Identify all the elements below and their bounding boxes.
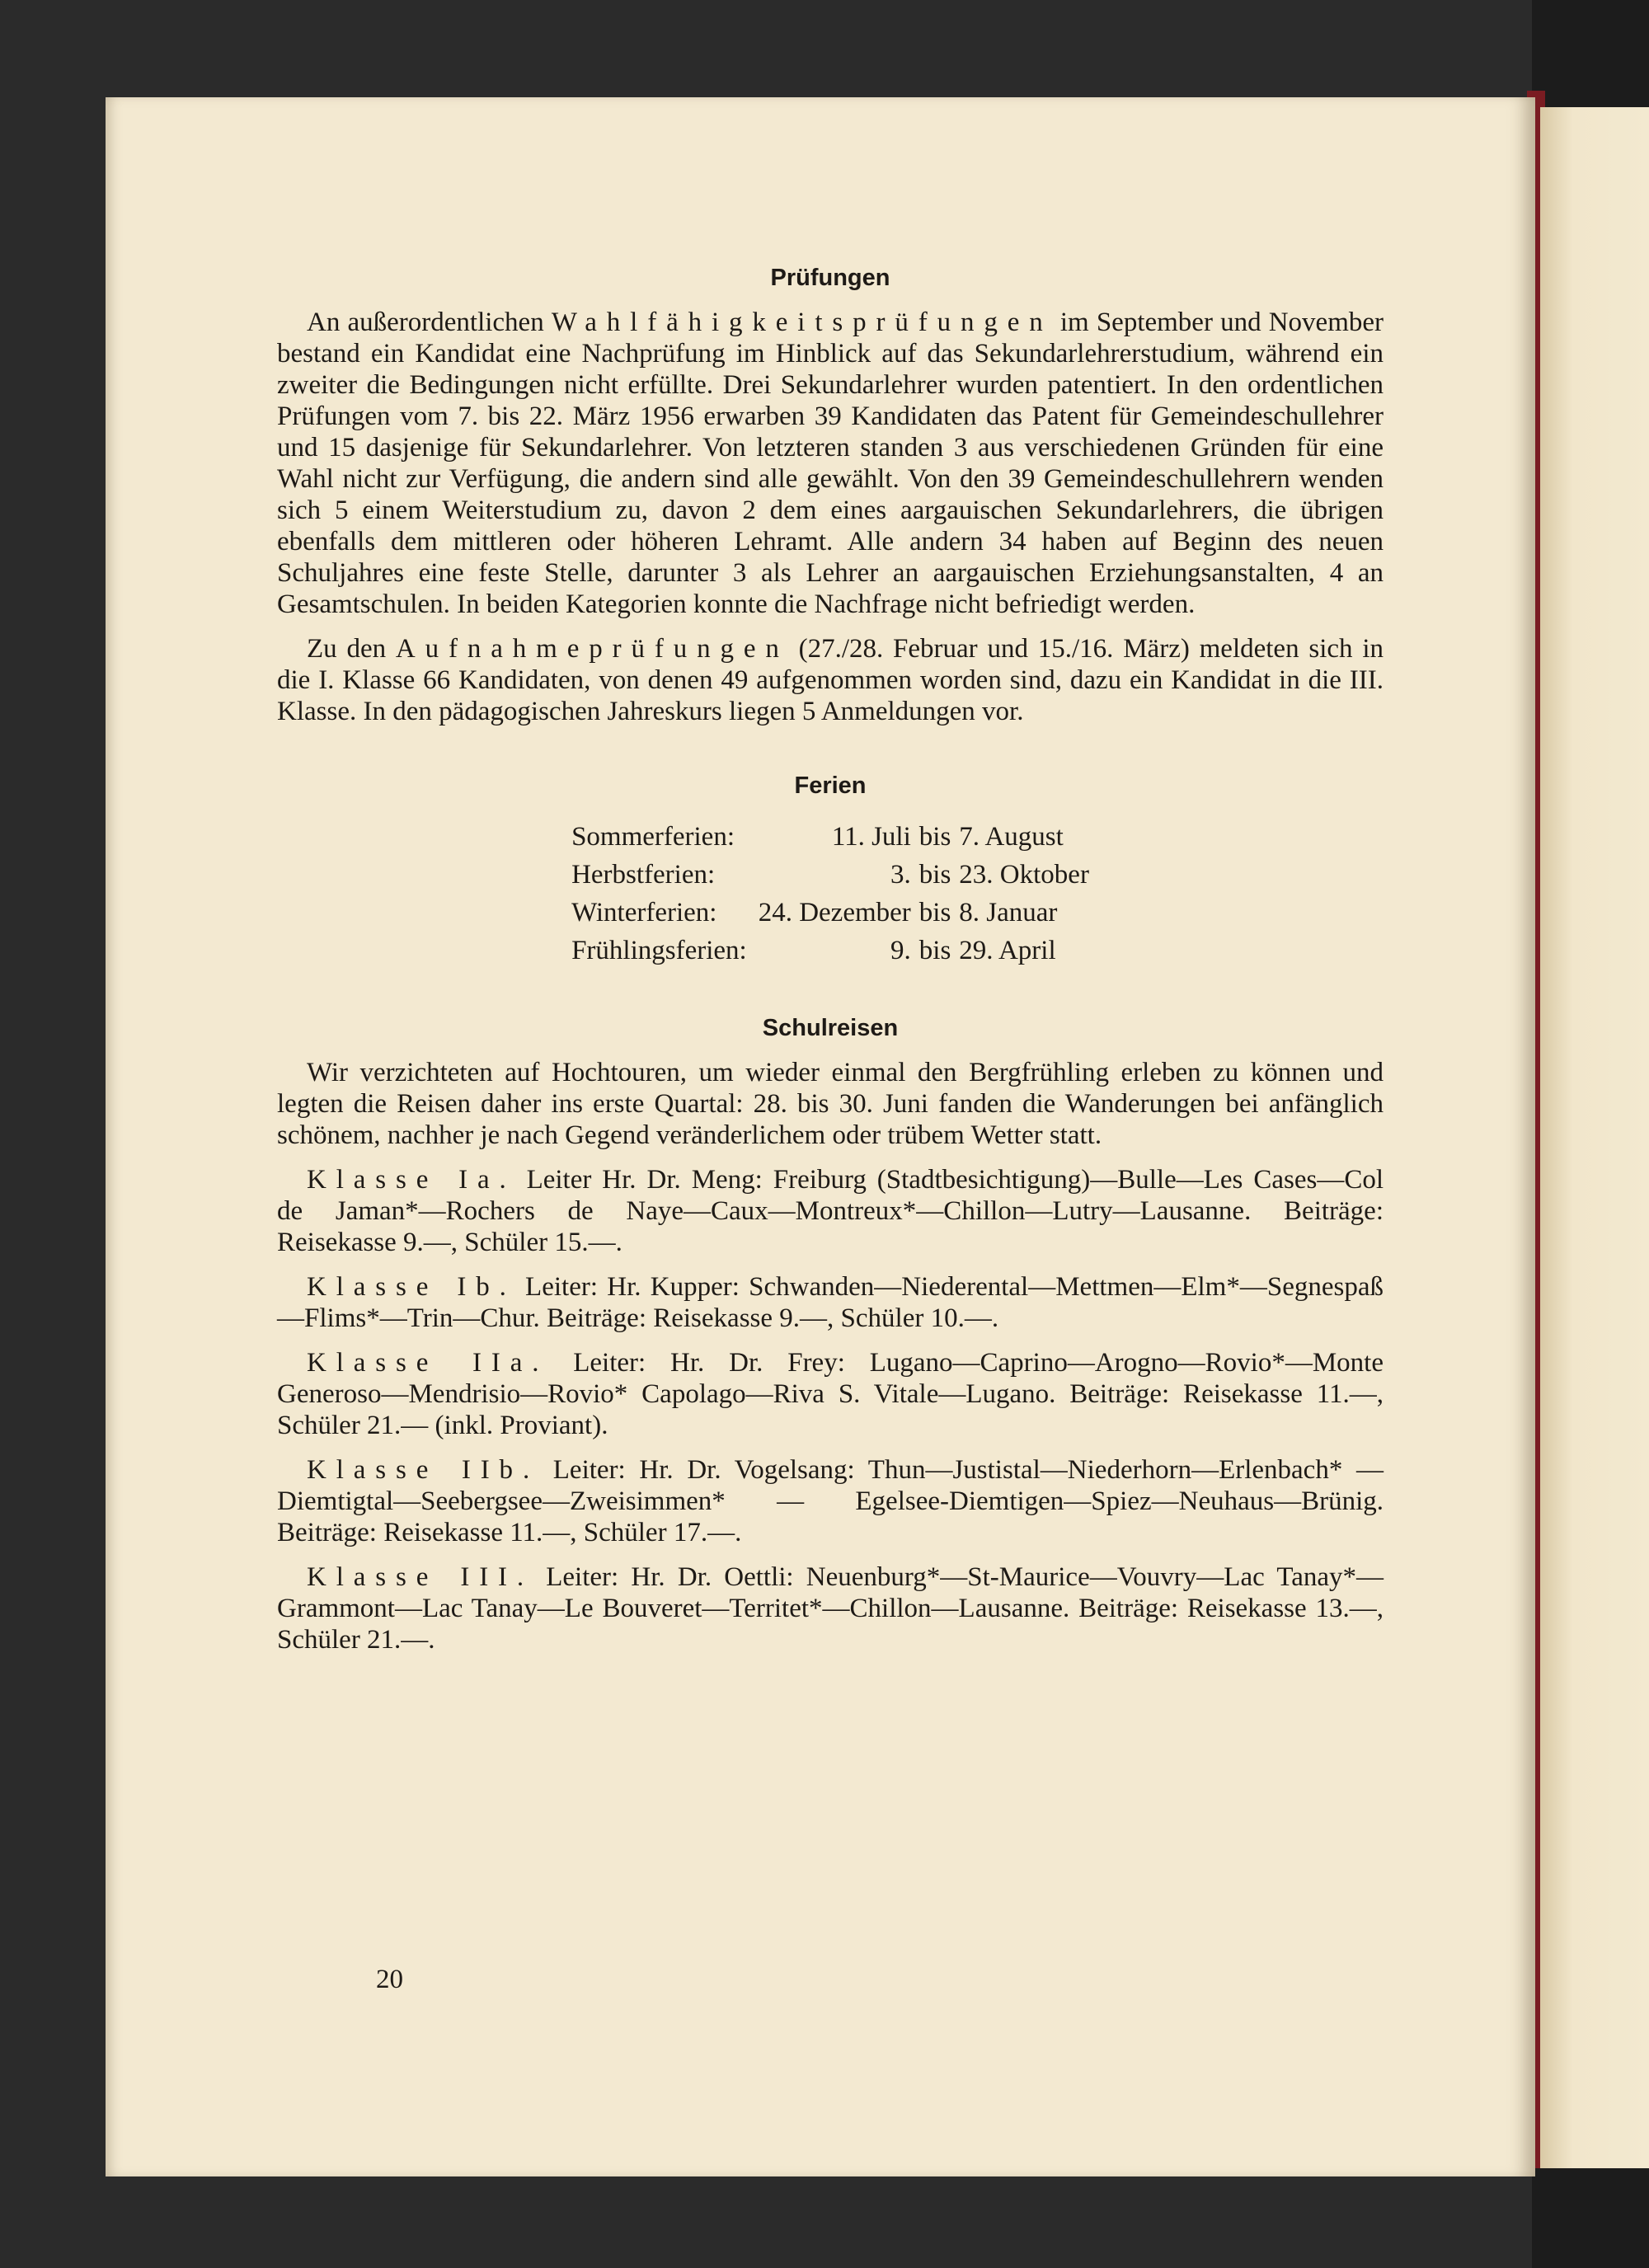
klasse-text: Leiter: Hr. Kupper: Schwanden—Niederental—Mettmen—Elm*—Segnespaß—Flims*—Trin—Chur. Beiträge: Reisekasse 9.—, Schüler 10.—. [277,1272,1384,1333]
ferien-bis: bis [918,860,951,890]
klasse-name: Klasse Ib. [307,1272,516,1302]
paragraph-pruefungen-1 [277,307,1384,620]
spaced-term: Aufnahmeprüfungen [395,634,789,664]
ferien-row [571,818,1089,856]
heading-ferien: Ferien [794,772,867,799]
lead-text: Zu den [307,634,387,664]
lead-text: An außerordentlichen [307,308,544,337]
heading-schulreisen: Schulreisen [762,1015,899,1041]
ferien-end: 29. April [959,936,1056,965]
klasse-text: Leiter Hr. Dr. Meng: Freiburg (Stadtbesichtigung)—Bulle—Les Cases—Col de Jaman*—Rochers de Naye—Caux—Montreux*—Chillon—Lutry—Lausanne. Beiträge: Reisekasse 9.—, Schüler 15.—. [277,1165,1384,1257]
paragraph-klasse [277,1561,1384,1655]
ferien-end: 8. Januar [959,898,1058,927]
ferien-bis: bis [918,936,951,965]
body-text: (27./28. Februar und 15./16. März) meldeten sich in die I. Klasse 66 Kandidaten, von denen 49 aufgenommen worden sind, dazu ein Kandidat in die III. Klasse. In den pädagogischen Jahreskurs liegen 5 Anmeldungen vor. [277,634,1384,726]
page-number: 20 [376,1965,403,1994]
ferien-label: Winterferien: [571,898,717,927]
klasse-name: Klasse III. [307,1562,534,1592]
klasse-name: Klasse IIa. [307,1348,549,1378]
ferien-label: Herbstferien: [571,860,716,890]
klasse-text: Leiter: Hr. Dr. Vogelsang: Thun—Justistal—Niederhorn—Erlenbach* — Diemtigtal—Seebergsee—Zweisimmen* — Egelsee-Diemtigen—Spiez—Neuhaus—Brünig. Beiträge: Reisekasse 11.—, Schüler 17.—. [277,1455,1384,1547]
spaced-term: Wahlfähigkeitsprüfungen [551,308,1053,337]
ferien-table [571,818,1089,970]
ferien-start: 11. Juli [831,822,911,852]
ferien-end: 7. August [959,822,1064,852]
klasse-name: Klasse IIb. [307,1455,540,1485]
ferien-row [571,856,1089,894]
body-text: im September und November bestand ein Kandidat eine Nachprüfung im Hinblick auf das Sekundarlehrerstudium, während ein zweiter die Bedingungen nicht erfüllte. Drei Sekundarlehrer wurden patentiert. In den ordentlichen Prüfungen vom 7. bis 22. März 1956 erwarben 39 Kandidaten das Patent für Gemeindeschullehrer und 15 dasjenige für Sekundarlehrer. Von letzteren standen 3 aus verschiedenen Gründen für eine Wahl nicht zur Verfügung, die andern sind alle gewählt. Von den 39 Gemeindeschullehrern wenden sich 5 einem Weiterstudium zu, davon 2 dem eines aargauischen Sekundarlehrers, die übrigen ebenfalls dem mittleren oder höheren Lehramt. Alle andern 34 haben auf Beginn des neuen Schuljahres eine feste Stelle, darunter 3 als Lehrer an aargauischen Erziehungsanstalten, 4 an Gesamtschulen. In beiden Kategorien konnte die Nachfrage nicht befriedigt werden. [277,308,1384,619]
ferien-label: Sommerferien: [571,822,735,852]
klasse-text: Leiter: Hr. Dr. Oettli: Neuenburg*—St-Maurice—Vouvry—Lac Tanay*—Grammont—Lac Tanay—Le Bouveret—Territet*—Chillon—Lausanne. Beiträge: Reisekasse 13.—, Schüler 21.—. [277,1562,1384,1655]
ferien-bis: bis [918,822,951,852]
paragraph-klasse [277,1454,1384,1548]
ferien-label: Frühlingsferien: [571,936,747,965]
ferien-start: 9. [890,936,911,965]
paragraph-pruefungen-2 [277,633,1384,727]
klasse-name: Klasse Ia. [307,1165,516,1195]
paragraph-klasse [277,1164,1384,1258]
next-page-edge [1540,107,1649,2168]
heading-pruefungen: Prüfungen [770,265,890,291]
ferien-bis: bis [918,898,951,927]
ferien-row [571,894,1089,932]
paragraph-klasse [277,1347,1384,1441]
page-content [277,262,1384,1655]
ferien-start: 3. [890,860,911,890]
ferien-start: 24. Dezember [758,898,911,927]
ferien-row [571,932,1089,970]
ferien-end: 23. Oktober [959,860,1089,890]
paragraph-schulreisen-intro: Wir verzichteten auf Hochtouren, um wieder einmal den Bergfrühling erleben zu können und legten die Reisen daher ins erste Quartal: 28. bis 30. Juni fanden die Wanderungen bei anfänglich schönem, nachher je nach Gegend veränderlichem oder trübem Wetter statt. [277,1058,1384,1150]
klasse-text: Leiter: Hr. Dr. Frey: Lugano—Caprino—Arogno—Rovio*—Monte Generoso—Mendrisio—Rovio* Capolago—Riva S. Vitale—Lugano. Beiträge: Reisekasse 11.—, Schüler 21.— (inkl. Proviant). [277,1348,1384,1440]
paragraph-klasse [277,1271,1384,1334]
